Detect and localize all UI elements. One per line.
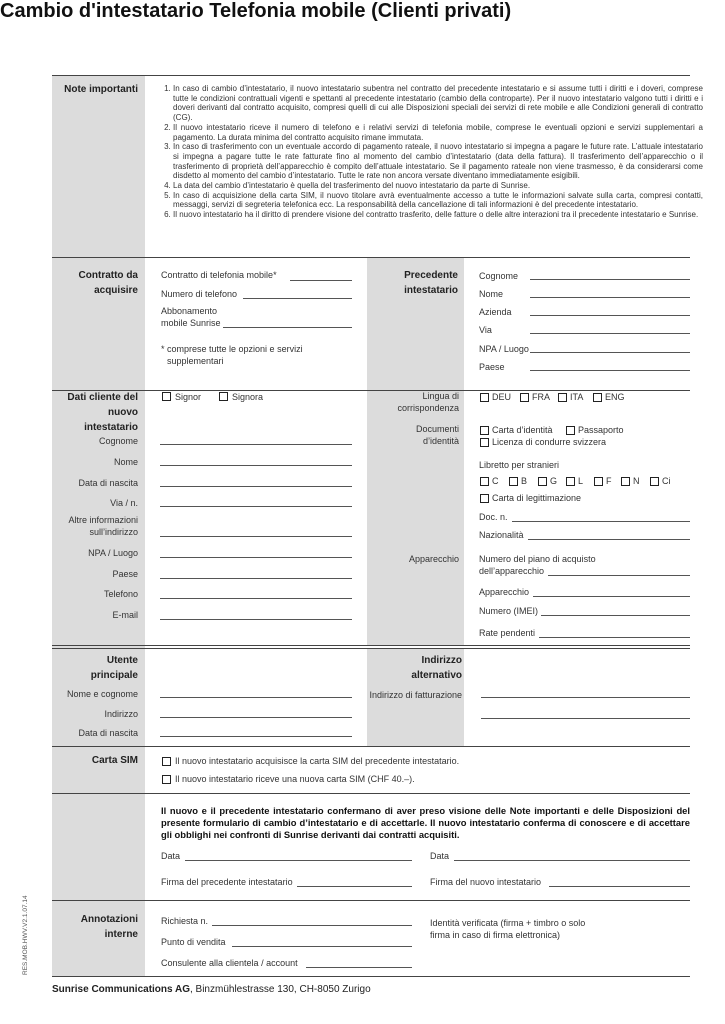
lang-fra-checkbox[interactable] <box>520 393 529 402</box>
permit-option: L <box>578 476 584 486</box>
contract-label: Contratto da acquisire <box>78 270 138 296</box>
legitimation-checkbox[interactable] <box>480 494 489 503</box>
user-field-label: Nome e cognome <box>66 689 138 699</box>
nationality-label: Nazionalità <box>479 530 524 540</box>
permit-label: Libretto per stranieri <box>479 460 560 470</box>
divider <box>52 900 690 901</box>
client-zip-city-field[interactable] <box>160 557 352 558</box>
client-street-field[interactable] <box>160 506 352 507</box>
note-item: 2. Il nuovo intestatario riceve il numero di telefono e i relativi servizi di telefonia mobile, comprese le eventuali opzioni e servizi supplementari a pagamento. La durata minima del contratto acquisito rimane immutata. <box>173 123 703 142</box>
doc-number-field[interactable] <box>512 521 690 522</box>
id-card-checkbox[interactable] <box>480 426 489 435</box>
prev-name-field[interactable] <box>530 297 690 298</box>
notes-label: Note importanti <box>64 84 138 95</box>
legitimation-label: Carta di legittimazione <box>492 493 582 503</box>
id-card-label: Carta d’identità <box>492 425 553 435</box>
note-item: 1. In caso di cambio d’intestatario, il nuovo intestatario subentra nel contratto del precedente intestatario e si assume tutti i diritti e i doveri, comprese tutte le condizioni contrattuali vigenti e spettanti al precedente intestatario (cambio della controparte). Per il nuovo intestatario valgono tutti i diritti e i doveri derivanti dal contratto acquisito, compresi quelli di cui alle Disposizioni speciali dei servizi di rete mobile e alle Condizioni generali di contratto (CG). <box>173 84 703 123</box>
order-number-label: Numero del piano di acquisto <box>479 554 596 564</box>
note-item: 6. Il nuovo intestatario ha il diritto di prendere visione del contratto trasferito, delle fatture o delle altre interazioni tra il precedente intestatario e Sunrise. <box>173 210 703 220</box>
alt-address-label: Indirizzo alternativo <box>411 655 462 681</box>
user-name-field[interactable] <box>160 697 352 698</box>
license-checkbox[interactable] <box>480 438 489 447</box>
client-field-label: Altre informazioni <box>68 515 138 525</box>
user-address-field[interactable] <box>160 717 352 718</box>
prev-street-field[interactable] <box>530 333 690 334</box>
sign-new-field[interactable] <box>549 886 690 887</box>
date-label-prev: Data <box>161 851 181 861</box>
date-field-new[interactable] <box>454 860 690 861</box>
permit-n-checkbox[interactable] <box>621 477 630 486</box>
prev-field-label: Nome <box>479 289 504 299</box>
lang-option: DEU <box>492 392 512 402</box>
client-country-field[interactable] <box>160 578 352 579</box>
sim-card-label: Carta SIM <box>91 755 138 766</box>
billing-address-field-1[interactable] <box>481 697 690 698</box>
client-address-extra-field[interactable] <box>160 536 352 537</box>
phone-number-label: Numero di telefono <box>161 289 238 299</box>
sim-new-label: Il nuovo intestatario riceve una nuova carta SIM (CHF 40.–). <box>175 774 415 784</box>
prev-zip-city-field[interactable] <box>530 352 690 353</box>
note-item: 4. La data del cambio d’intestatario è quella del trasferimento del nuovo intestatario da parte di Sunrise. <box>173 181 703 191</box>
divider <box>52 746 690 747</box>
request-number-label: Richiesta n. <box>161 916 209 926</box>
phone-number-field[interactable] <box>243 298 352 299</box>
identity-verified-label: Identità verificata (firma + timbro o solo <box>430 918 586 928</box>
label-column-background <box>52 75 145 976</box>
note-item: 3. In caso di trasferimento con un eventuale accordo di pagamento rateale, il nuovo intestatario si impegna a pagare le future rate. L’attuale intestatario si impegna a pagare tutte le rate fatturate fino al momento del cambio d’intestatario (data della fattura). Il trasferimento dell’apparecchio o il trasferimento di proprietà dell’apparecchio è compito dell’attuale intestatario. Se il pagamento rateale non viene trasmesso, è da considerarsi come disdetto al momento del cambio d’intestatario. Tutte le rate non ancora versate diventano immediatamente esigibili. <box>173 142 703 181</box>
internal-notes-label: Annotazioni interne <box>80 914 138 940</box>
lang-option: ITA <box>570 392 584 402</box>
main-user-label: Utente principale <box>90 655 138 681</box>
notes-list <box>160 84 703 220</box>
page-title: Cambio d'intestatario Telefonia mobile (Clienti privati) <box>0 0 512 22</box>
user-birthdate-field[interactable] <box>160 736 352 737</box>
contract-footnote-2: supplementari <box>167 356 224 366</box>
divider <box>52 648 690 649</box>
user-field-label: Data di nascita <box>78 728 138 738</box>
passport-checkbox[interactable] <box>566 426 575 435</box>
user-field-label: Indirizzo <box>104 709 138 719</box>
client-field-label: sull’indirizzo <box>89 527 138 537</box>
prev-country-field[interactable] <box>530 370 690 371</box>
permit-option: B <box>521 476 528 486</box>
client-field-label: Cognome <box>98 436 138 446</box>
client-phone-field[interactable] <box>160 598 352 599</box>
client-field-label: NPA / Luogo <box>88 548 138 558</box>
prev-company-field[interactable] <box>530 315 690 316</box>
advisor-label: Consulente alla clientela / account <box>161 958 298 968</box>
language-label: Lingua di <box>422 391 459 401</box>
device-label: Apparecchio <box>408 554 459 564</box>
permit-b-checkbox[interactable] <box>509 477 518 486</box>
imei-label: Numero (IMEI) <box>479 606 539 616</box>
client-field-label: E-mail <box>112 610 138 620</box>
language-label-2: corrispondenza <box>397 403 459 413</box>
signora-label: Signora <box>232 392 264 402</box>
footer-company: Sunrise Communications AG <box>52 984 190 995</box>
sign-prev-label: Firma del precedente intestatario <box>161 877 293 887</box>
sim-keep-label: Il nuovo intestatario acquisisce la carta SIM del precedente intestatario. <box>175 756 460 766</box>
permit-option: C <box>492 476 499 486</box>
divider <box>52 976 690 977</box>
request-number-field[interactable] <box>212 925 412 926</box>
order-number-field[interactable] <box>548 575 690 576</box>
sign-prev-field[interactable] <box>297 886 412 887</box>
client-birthdate-field[interactable] <box>160 486 352 487</box>
lang-eng-checkbox[interactable] <box>593 393 602 402</box>
client-surname-field[interactable] <box>160 444 352 445</box>
contract-mobile-field[interactable] <box>290 280 352 281</box>
subscription-label: Abbonamento <box>161 306 218 316</box>
permit-l-checkbox[interactable] <box>566 477 575 486</box>
prev-field-label: Paese <box>479 362 505 372</box>
signor-label: Signor <box>175 392 202 402</box>
client-name-field[interactable] <box>160 465 352 466</box>
prev-field-label: Cognome <box>479 271 519 281</box>
divider <box>52 257 690 258</box>
sim-new-checkbox[interactable] <box>162 775 171 784</box>
order-number-label-2: dell’apparecchio <box>479 566 545 576</box>
permit-f-checkbox[interactable] <box>594 477 603 486</box>
identity-verified-label-2: firma in caso di firma elettronica) <box>430 930 561 940</box>
device-model-field[interactable] <box>533 596 690 597</box>
permit-option: N <box>633 476 640 486</box>
prev-surname-field[interactable] <box>530 279 690 280</box>
confirmation-text: Il nuovo e il precedente intestatario confermano di aver preso visione delle Note importanti e delle Disposizioni del presente formulario di cambio d’intestatario e di accettarle. Il nuovo intestatario conferma di conoscere e di accettare gli obblighi nei confronti di Sunrise derivanti dai contratti acquisiti. <box>161 805 690 840</box>
client-email-field[interactable] <box>160 619 352 620</box>
contract-mobile-label: Contratto di telefonia mobile* <box>161 270 277 280</box>
signora-checkbox[interactable] <box>219 392 228 401</box>
client-field-label: Via / n. <box>110 498 138 508</box>
prev-field-label: Azienda <box>479 307 512 317</box>
sign-new-label: Firma del nuovo intestatario <box>430 877 542 887</box>
doc-number-label: Doc. n. <box>479 512 508 522</box>
license-label: Licenza di condurre svizzera <box>492 437 607 447</box>
footer <box>52 984 371 995</box>
divider <box>52 645 690 646</box>
client-field-label: Nome <box>113 457 138 467</box>
prev-field-label: Via <box>479 325 492 335</box>
client-field-label: Data di nascita <box>78 478 138 488</box>
footer-address: , Binzmühlestrasse 130, CH-8050 Zurigo <box>189 984 371 995</box>
divider <box>52 390 690 391</box>
permit-c-checkbox[interactable] <box>480 477 489 486</box>
permit-option: G <box>550 476 558 486</box>
permit-ci-checkbox[interactable] <box>650 477 659 486</box>
client-data-label: Dati cliente del nuovo intestatario <box>67 392 138 433</box>
previous-holder-label: Precedente intestatario <box>404 270 458 296</box>
id-docs-label: Documenti <box>415 424 459 434</box>
client-field-label: Paese <box>112 569 138 579</box>
imei-field[interactable] <box>541 615 690 616</box>
permit-g-checkbox[interactable] <box>538 477 547 486</box>
lang-option: ENG <box>605 392 625 402</box>
lang-option: FRA <box>532 392 550 402</box>
client-field-label: Telefono <box>103 589 138 599</box>
advisor-field[interactable] <box>306 967 412 968</box>
divider <box>52 793 690 794</box>
date-label-new: Data <box>430 851 450 861</box>
subscription-label-2: mobile Sunrise <box>161 318 221 328</box>
lang-ita-checkbox[interactable] <box>558 393 567 402</box>
sim-keep-checkbox[interactable] <box>162 757 171 766</box>
pending-rates-label: Rate pendenti <box>479 628 536 638</box>
signor-checkbox[interactable] <box>162 392 171 401</box>
id-docs-label-2: d’identità <box>422 436 459 446</box>
note-item: 5. In caso di acquisizione della carta SIM, il nuovo titolare avrà eventualmente accesso a tutte le informazioni salvate sulla carta, compresi contatti, messaggi, servizi di segreteria telefonica ecc. La responsabilità della cancellazione di tali informazioni è del precedente intestatario. <box>173 191 703 210</box>
device-model-label: Apparecchio <box>479 587 530 597</box>
nationality-field[interactable] <box>528 539 690 540</box>
permit-option: F <box>606 476 612 486</box>
billing-address-field-2[interactable] <box>481 718 690 719</box>
date-field-prev[interactable] <box>185 860 412 861</box>
subscription-field[interactable] <box>223 327 352 328</box>
divider <box>52 75 690 76</box>
contract-footnote: * compresе tutte le opzioni e servizi <box>161 344 303 354</box>
point-of-sale-field[interactable] <box>232 946 412 947</box>
permit-option: Ci <box>662 476 671 486</box>
lang-deu-checkbox[interactable] <box>480 393 489 402</box>
pending-rates-field[interactable] <box>539 637 690 638</box>
form-code: RES.MOB.HWV.V2.1.07.14 <box>22 895 29 975</box>
billing-address-label: Indirizzo di fatturazione <box>369 690 462 700</box>
passport-label: Passaporto <box>578 425 624 435</box>
prev-field-label: NPA / Luogo <box>479 344 529 354</box>
point-of-sale-label: Punto di vendita <box>161 937 226 947</box>
